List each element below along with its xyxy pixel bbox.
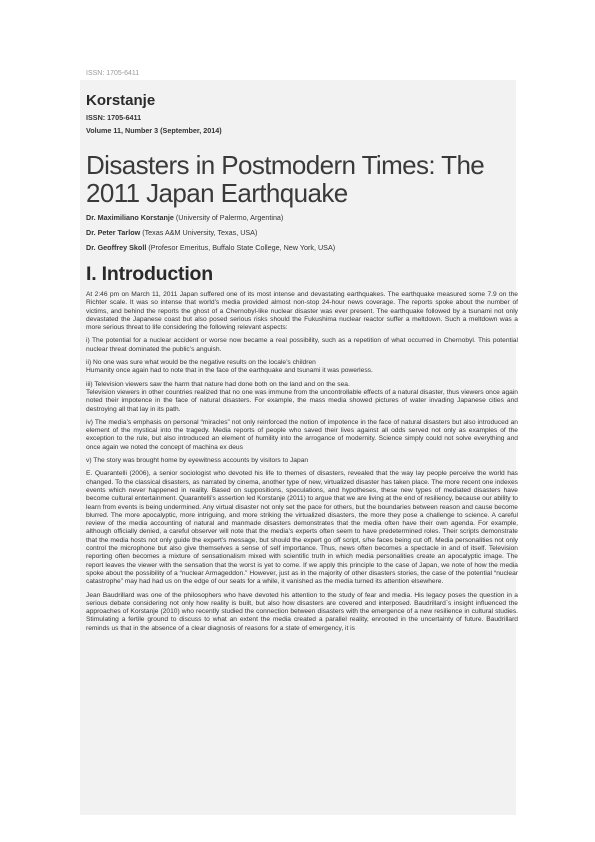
paragraph: iv) The media’s emphasis on personal “miracles” not only reinforced the notion of impotence in the face of natural disasters but also introduced an element of the mystical into the tragedy. Media reports of people who saved their lives against all odds served not only as examples of the exception to the rule, but also introduced an element of humility into the arrogance of modernity. Science simply could not solve everything and once again we noted the concept of machina ex deus bbox=[86, 418, 518, 451]
running-header-issn: ISSN: 1705-6411 bbox=[86, 70, 140, 77]
author-name: Dr. Peter Tarlow bbox=[86, 228, 141, 237]
section-heading: I. Introduction bbox=[86, 263, 213, 285]
paragraph: At 2:46 pm on March 11, 2011 Japan suffered one of its most intense and devastating earthquakes. The earthquake measured some 7.9 on the Richter scale. It was so intense that world’s media provided almost non-stop 24-hour news coverage. The reports spoke about the number of victims, and behind the reports the ghost of a Chernobyl-like nuclear disaster was ever present. The earthquake followed by a tsunami not only devastated the Japanese coast but also posed serious risks should the Fukushima nuclear reactor suffer a meltdown. Such a meltdown was a more serious threat to life considering the following relevant aspects: bbox=[86, 291, 518, 332]
journal-issn: ISSN: 1705-6411 bbox=[86, 113, 142, 122]
paragraph: Jean Baudrillard was one of the philosophers who have devoted his attention to the study of fear and media. His legacy poses the question in a serious debate considering not only how reality is built, but also how disasters are covered and interposed. Baudrillard`s insight influenced the approaches of Korstanje (2010) who recently studied the connection between disasters with the emergence of a new resilience in cultural studies. Stimulating a fertile ground to discuss to what an extent the media created a parallel reality, enrooted in the uncertainty of future. Baudrillard reminds us that in the absence of a clear diagnosis of reasons for a state of emergency, it is bbox=[86, 591, 518, 632]
author-affiliation: (Texas A&M University, Texas, USA) bbox=[140, 228, 258, 237]
paragraph: ii) No one was sure what would be the negative results on the locale’s children bbox=[86, 359, 316, 367]
paragraph: E. Quarantelli (2006), a senior sociologist who devoted his life to themes of disasters, revealed that the way lay people perceive the world has changed. To the classical disasters, as narrated by cinema, another type of new, virtualized disaster has taken place. The more recent one indexes events which never happened in reality. Based on suppositions, speculations, and hypotheses, these new types of mediated disasters have become cultural entertainment. Quarantelli’s assertion led Korstanje (2011) to argue that we are living at the end of resiliency, because our ability to learn from events is being undermined. Any virtual disaster not only set the pace for others, but the boundaries between reason and cause become blurred. The more apocalyptic, more intriguing, and more striking the virtualized disasters, the more they pose a challenge to science. A careful review of the media accounting of natural and manmade disasters demonstrates that the media often have their own agenda. For example, although officially denied, a careful observer will note that the media’s experts often seem to have predetermined roles. Their scripts demonstrate that the media hosts not only guide the expert’s message, but should the expert go off script, s/he faces being cut off. Media personalities not only control the microphone but also give themselves a sense of self importance. Thus, news often becomes a spectacle in and of itself. Television reporting often becomes a mixture of sensationalism mixed with scientific truth in which media personalities create an apocalyptic image. The report leaves the viewer with the sensation that the worst is yet to come. If we apply this principle to the case of Japan, we note of how the media spoke about the possibility of a “nuclear Armageddon.” However, just as in the majority of other disasters stories, the case of the potential “nuclear catastrophe” may had had us on the edge of our seats for a while, it vanished as the media turned its attention elsewhere. bbox=[86, 470, 518, 586]
paragraph: Humanity once again had to note that in the face of the earthquake and tsunami it was powerless. bbox=[86, 367, 373, 375]
author-line bbox=[86, 213, 518, 222]
paragraph: v) The story was brought home by eyewitness accounts by visitors to Japan bbox=[86, 457, 309, 465]
article-body bbox=[86, 92, 518, 638]
article-title: Disasters in Postmodern Times: The 2011 Japan Earthquake bbox=[86, 150, 485, 208]
running-author: Korstanje bbox=[86, 92, 156, 109]
paragraph: i) The potential for a nuclear accident or worse now became a real possibility, such as a repetition of what occurred in Chernobyl. This potential nuclear threat dominated the public’s anguish. bbox=[86, 337, 518, 353]
author-line bbox=[86, 228, 518, 237]
journal-volume: Volume 11, Number 3 (September, 2014) bbox=[86, 126, 222, 135]
author-name: Dr. Geoffrey Skoll bbox=[86, 243, 147, 252]
paragraph: iii) Television viewers saw the harm that nature had done both on the land and on the sea. bbox=[86, 380, 350, 388]
author-affiliation: (Profesor Emeritus, Buffalo State College, New York, USA) bbox=[146, 243, 336, 252]
paragraph: Television viewers in other countries realized that no one was immune from the uncontrollable effects of a natural disaster, thus viewers once again noted their impotence in the face of natural disasters. For example, the mass media showed pictures of water invading Japanese cities and destroying all that lay in its path. bbox=[86, 388, 518, 413]
author-line bbox=[86, 243, 518, 252]
author-name: Dr. Maximiliano Korstanje bbox=[86, 213, 174, 222]
author-affiliation: (University of Palermo, Argentina) bbox=[173, 213, 284, 222]
